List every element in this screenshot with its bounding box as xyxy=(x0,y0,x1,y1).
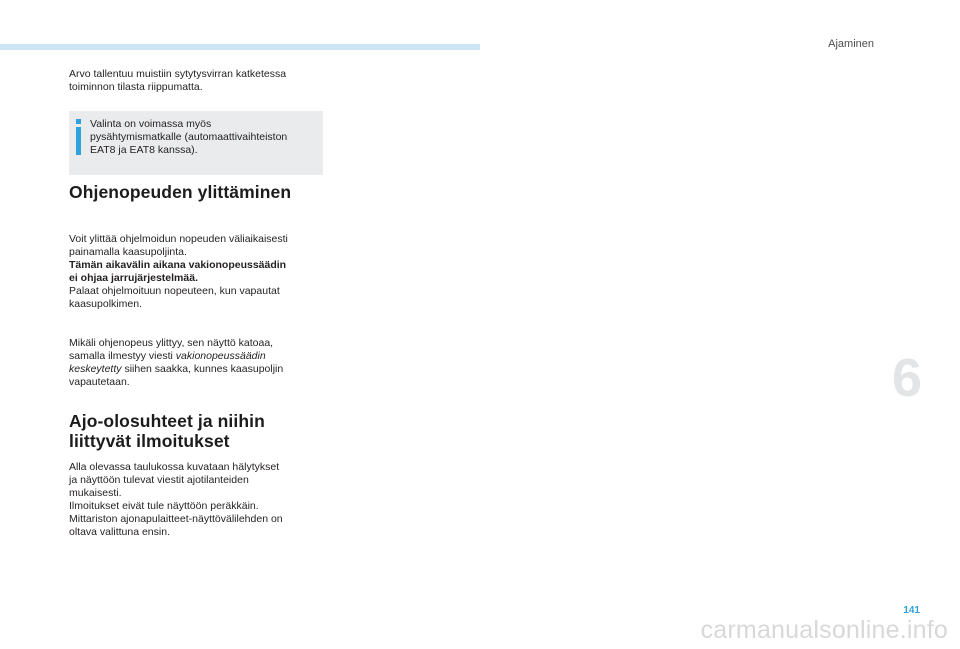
info-line: pysähtymismatkalle (automaattivaihteiston xyxy=(90,131,288,143)
page-number: 141 xyxy=(903,605,920,616)
text-span-italic: keskeytetty xyxy=(69,363,122,375)
text-line: Alla olevassa taulukossa kuvataan hälytykset xyxy=(69,461,280,473)
heading-line: Ajo-olosuhteet ja niihin xyxy=(69,411,265,431)
text-line: vapautetaan. xyxy=(69,376,130,388)
text-span-italic: vakionopeussäädin xyxy=(175,350,266,362)
paragraph xyxy=(69,233,324,311)
text-line: Mittariston ajonapulaitteet-näyttövälilehden on xyxy=(69,513,283,525)
text-line: Mikäli ohjenopeus ylittyy, sen näyttö katoaa, xyxy=(69,337,274,349)
text-line: Voit ylittää ohjelmoidun nopeuden väliaikaisesti xyxy=(69,233,288,245)
info-line: Valinta on voimassa myös xyxy=(90,118,212,130)
text-line xyxy=(69,363,324,376)
heading-line: liittyvät ilmoitukset xyxy=(69,431,230,451)
text-line: oltava valittuna ensin. xyxy=(69,526,170,538)
paragraph xyxy=(69,461,324,539)
text-line: painamalla kaasupoljinta. xyxy=(69,246,187,258)
info-box xyxy=(69,111,323,175)
header-accent-bar xyxy=(0,44,480,50)
info-line: EAT8 ja EAT8 kanssa). xyxy=(90,144,198,156)
section-heading: Ohjenopeuden ylittäminen xyxy=(69,182,292,202)
section-title: Ajaminen xyxy=(828,38,874,50)
intro-paragraph xyxy=(69,68,324,94)
text-line: Palaat ohjelmoituun nopeuteen, kun vapautat xyxy=(69,285,280,297)
text-line: ja näyttöön tulevat viestit ajotilanteiden xyxy=(69,474,249,486)
text-line: Ilmoitukset eivät tule näyttöön peräkkäin. xyxy=(69,500,259,512)
text-line xyxy=(69,350,324,363)
text-line-bold: Tämän aikavälin aikana vakionopeussäädin xyxy=(69,259,287,271)
chapter-number: 6 xyxy=(891,348,922,408)
intro-line: Arvo tallentuu muistiin sytytysvirran katketessa xyxy=(69,68,287,80)
intro-line: toiminnon tilasta riippumatta. xyxy=(69,81,203,93)
text-span: siihen saakka, kunnes kaasupoljin xyxy=(121,363,284,375)
watermark: carmanualsonline.info xyxy=(700,616,948,644)
text-span: samalla ilmestyy viesti xyxy=(69,350,176,362)
text-line-bold: ei ohjaa jarrujärjestelmää. xyxy=(69,272,198,284)
info-icon xyxy=(75,119,83,159)
text-line: mukaisesti. xyxy=(69,487,122,499)
text-line: kaasupolkimen. xyxy=(69,298,142,310)
section-heading xyxy=(69,411,265,451)
paragraph xyxy=(69,337,324,389)
